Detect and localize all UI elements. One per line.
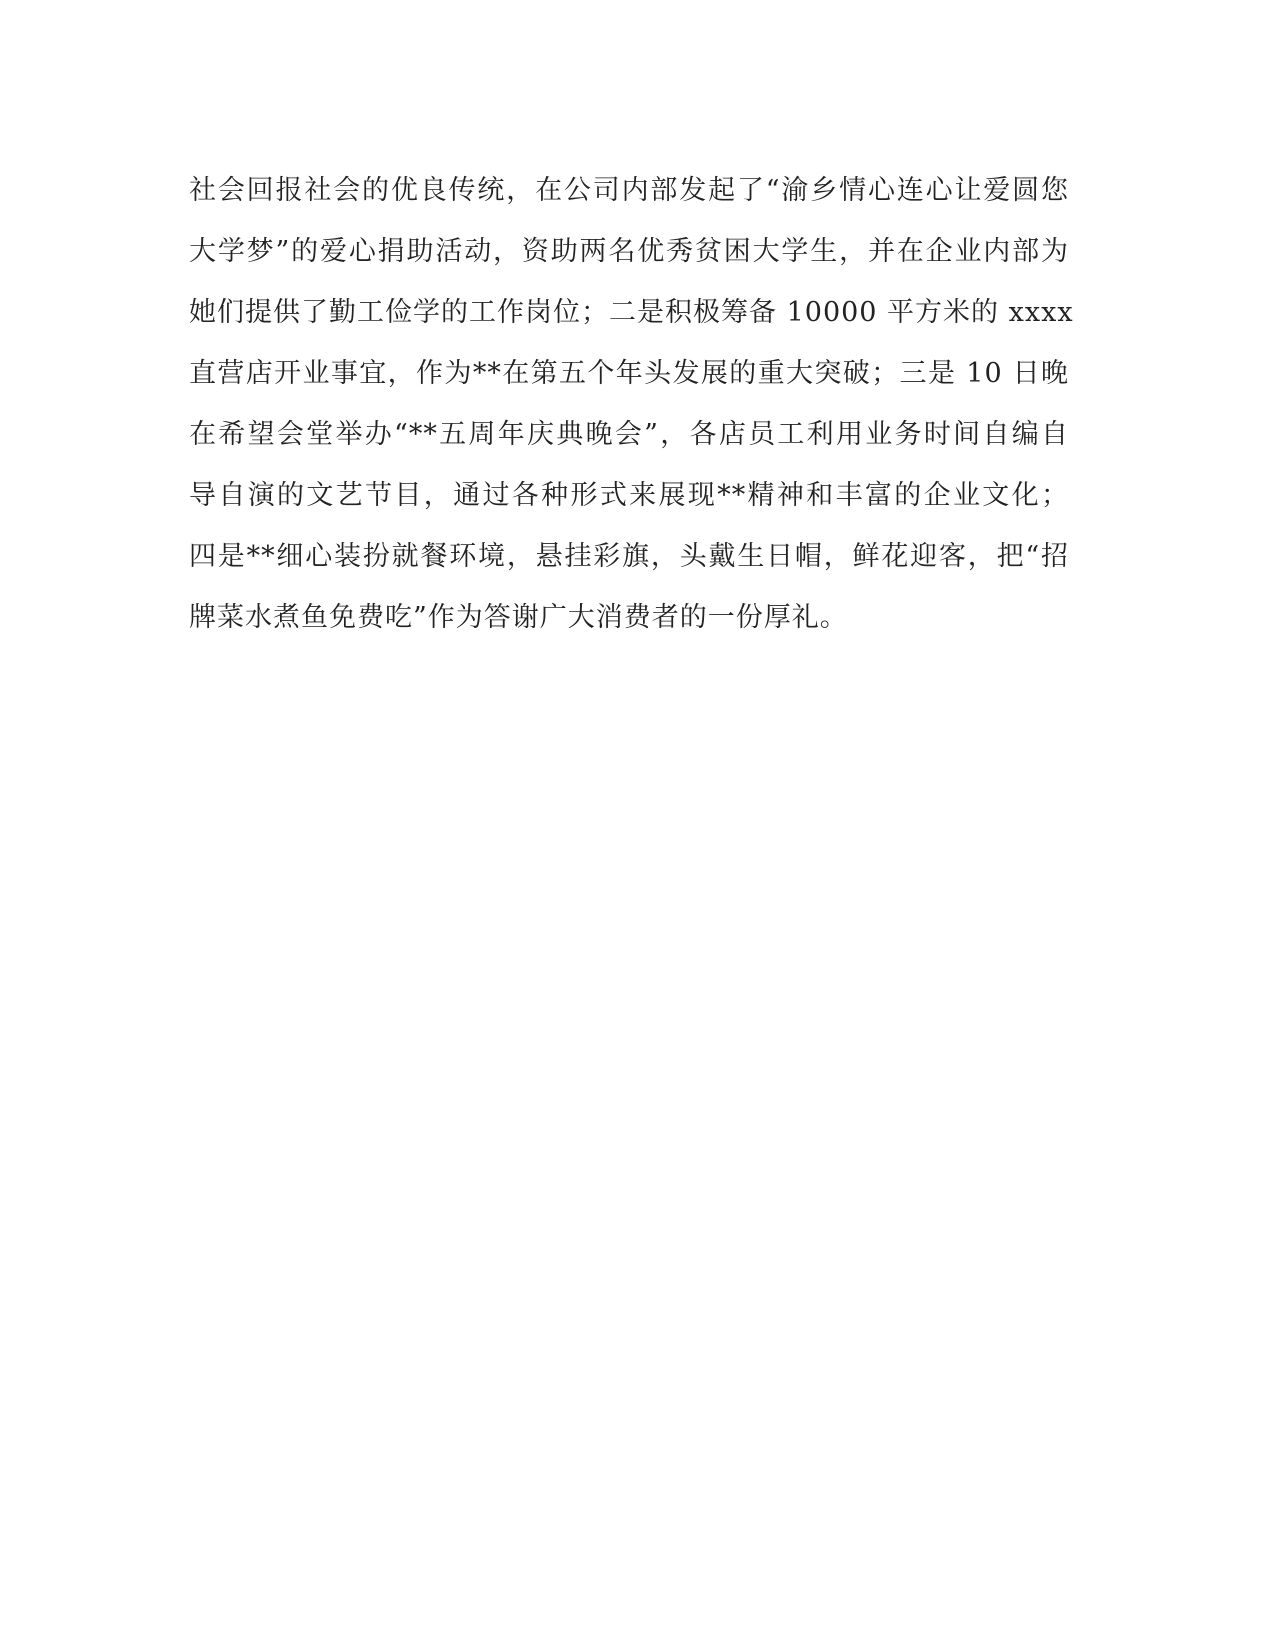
paragraph-line: 在希望会堂举办“**五周年庆典晚会”，各店员工利用业务时间自编自 [189,419,1069,450]
paragraph-line: 牌菜水煮鱼免费吃”作为答谢广大消费者的一份厚礼。 [189,602,848,633]
body-paragraph [189,160,1074,648]
paragraph-line: 大学梦”的爱心捐助活动，资助两名优秀贫困大学生，并在企业内部为 [189,236,1069,267]
paragraph-line: 四是**细心装扮就餐环境，悬挂彩旗，头戴生日帽，鲜花迎客，把“招 [189,541,1069,572]
paragraph-line: 社会回报社会的优良传统，在公司内部发起了“渝乡情心连心让爱圆您 [189,175,1069,206]
paragraph-line: 她们提供了勤工俭学的工作岗位；二是积极筹备 10000 平方米的 xxxx [189,297,1074,328]
paragraph-line: 导自演的文艺节目，通过各种形式来展现**精神和丰富的企业文化； [189,480,1069,511]
paragraph-line: 直营店开业事宜，作为**在第五个年头发展的重大突破；三是 10 日晚 [189,358,1069,389]
